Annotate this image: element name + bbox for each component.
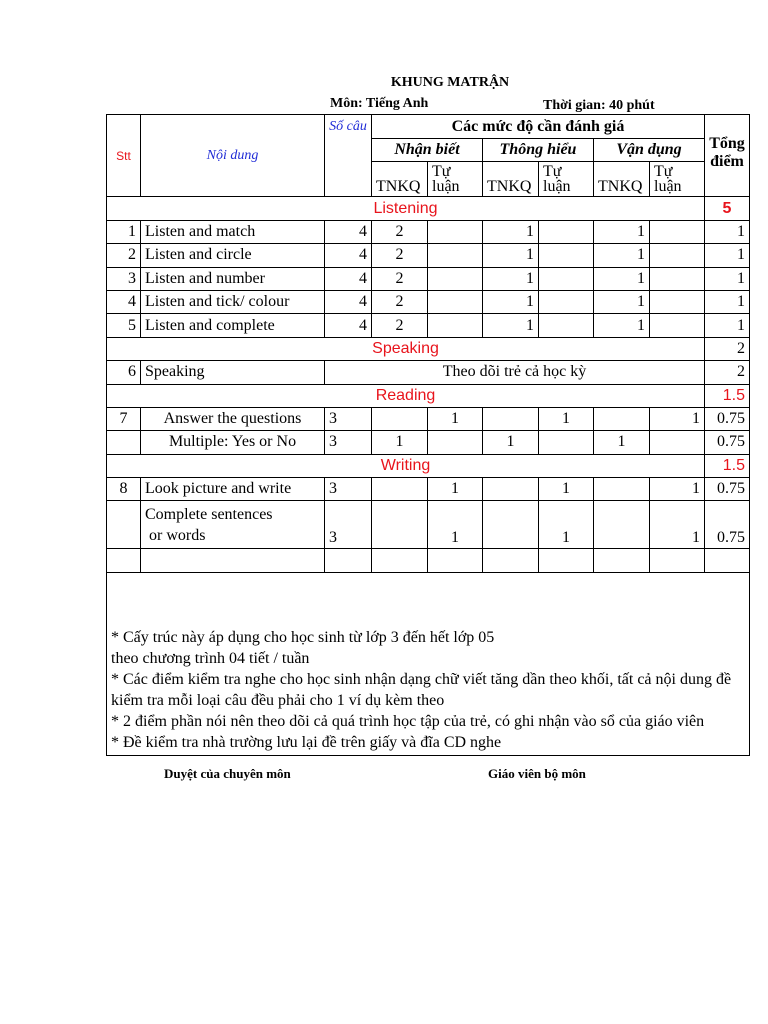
row-vd-tl: 1	[650, 501, 705, 549]
note-line: * Đề kiểm tra nhà trường lưu lại đề trên giấy và đĩa CD nghe	[111, 733, 502, 751]
signature-left: Duyệt của chuyên môn	[164, 766, 291, 781]
row-th-tnkq: 1	[483, 431, 539, 454]
document-title: KHUNG MATRẬN	[390, 75, 510, 90]
row-num: 3	[325, 431, 372, 454]
row-stt: 8	[107, 478, 141, 501]
subject-label: Môn: Tiếng Anh	[330, 96, 429, 111]
row-content: Listen and number	[141, 267, 325, 290]
row-th-tnkq: 1	[483, 314, 539, 337]
row-total: 1	[705, 220, 750, 243]
row-th-tl	[539, 267, 594, 290]
row-th-tnkq	[483, 478, 539, 501]
row-vd-tnkq: 1	[594, 267, 650, 290]
row-nb-tl	[428, 220, 483, 243]
row-content: Look picture and write	[141, 478, 325, 501]
row-th-tl: 1	[539, 478, 594, 501]
row-nb-tl	[428, 431, 483, 454]
note-line: theo chương trình 04 tiết / tuần	[111, 649, 310, 667]
row-content: Multiple: Yes or No	[141, 431, 325, 454]
notes-block	[107, 572, 750, 755]
row-nb-tl	[428, 267, 483, 290]
section-writing-total: 1.5	[705, 454, 750, 477]
row-th-tnkq: 1	[483, 220, 539, 243]
table-row	[107, 361, 750, 384]
row-nb-tnkq: 2	[372, 314, 428, 337]
row-stt: 3	[107, 267, 141, 290]
table-row	[107, 431, 750, 454]
row-content: Speaking	[141, 361, 325, 384]
row-content: Listen and complete	[141, 314, 325, 337]
row-num: 3	[325, 407, 372, 430]
row-vd-tnkq	[594, 501, 650, 549]
row-vd-tnkq: 1	[594, 290, 650, 313]
row-nb-tnkq: 2	[372, 244, 428, 267]
row-num: 4	[325, 244, 372, 267]
row-vd-tl	[650, 244, 705, 267]
row-th-tnkq: 1	[483, 244, 539, 267]
col-tuluan-2: Tự luận	[539, 162, 594, 197]
table-row	[107, 267, 750, 290]
note-line: * 2 điểm phần nói nên theo dõi cả quá trình học tập của trẻ, có ghi nhận vào sổ của giáo viên	[111, 712, 705, 730]
row-total: 1	[705, 244, 750, 267]
table-row	[107, 220, 750, 243]
row-content	[141, 501, 325, 549]
section-writing: Writing	[107, 454, 705, 477]
row-nb-tl: 1	[428, 501, 483, 549]
row-nb-tnkq: 2	[372, 267, 428, 290]
row-th-tl	[539, 290, 594, 313]
section-listening-total: 5	[705, 197, 750, 220]
row-nb-tnkq	[372, 478, 428, 501]
row-th-tl	[539, 431, 594, 454]
note-line: * Các điểm kiểm tra nghe cho học sinh nhận dạng chữ viết tăng dần theo khối, tất cả nội dung đề kiểm tra mỗi loại câu đều phải cho 1 ví dụ kèm theo	[111, 670, 732, 709]
row-content-line1: Complete sentences	[145, 505, 273, 523]
speaking-note: Theo dõi trẻ cả học kỳ	[325, 361, 705, 384]
row-th-tnkq: 1	[483, 290, 539, 313]
row-th-tl	[539, 220, 594, 243]
row-num: 4	[325, 314, 372, 337]
row-vd-tl: 1	[650, 407, 705, 430]
level-thong-hieu: Thông hiểu	[483, 139, 594, 162]
row-total: 0.75	[705, 501, 750, 549]
row-content: Listen and tick/ colour	[141, 290, 325, 313]
row-content: Answer the questions	[141, 407, 325, 430]
col-tnkq-2: TNKQ	[483, 162, 539, 197]
row-th-tnkq	[483, 407, 539, 430]
row-num: 4	[325, 290, 372, 313]
row-nb-tnkq: 2	[372, 290, 428, 313]
row-nb-tl	[428, 290, 483, 313]
matrix-table	[106, 114, 750, 756]
row-stt: 2	[107, 244, 141, 267]
row-nb-tnkq: 2	[372, 220, 428, 243]
row-content: Listen and circle	[141, 244, 325, 267]
table-row	[107, 314, 750, 337]
row-stt	[107, 501, 141, 549]
col-tuluan-1: Tự luận	[428, 162, 483, 197]
row-total: 2	[705, 361, 750, 384]
row-stt: 1	[107, 220, 141, 243]
row-nb-tnkq: 1	[372, 431, 428, 454]
col-tuluan-3: Tự luận	[650, 162, 705, 197]
row-nb-tl: 1	[428, 407, 483, 430]
row-vd-tl	[650, 267, 705, 290]
row-nb-tnkq	[372, 501, 428, 549]
row-total: 0.75	[705, 478, 750, 501]
table-row	[107, 478, 750, 501]
header-levels: Các mức độ cần đánh giá	[372, 115, 705, 139]
row-stt: 4	[107, 290, 141, 313]
row-content: Listen and match	[141, 220, 325, 243]
row-vd-tnkq	[594, 478, 650, 501]
row-total: 1	[705, 267, 750, 290]
row-th-tnkq	[483, 501, 539, 549]
table-row	[107, 501, 750, 549]
row-nb-tl	[428, 244, 483, 267]
row-stt: 6	[107, 361, 141, 384]
note-line: * Cấy trúc này áp dụng cho học sinh từ lớp 3 đến hết lớp 05	[111, 628, 495, 646]
row-vd-tnkq: 1	[594, 244, 650, 267]
row-total: 0.75	[705, 431, 750, 454]
row-nb-tl	[428, 314, 483, 337]
row-vd-tnkq: 1	[594, 314, 650, 337]
row-total: 0.75	[705, 407, 750, 430]
row-th-tl: 1	[539, 501, 594, 549]
row-stt: 5	[107, 314, 141, 337]
header-num-questions: Số câu	[325, 115, 372, 197]
header-stt: Stt	[107, 115, 141, 197]
row-vd-tnkq: 1	[594, 220, 650, 243]
row-th-tnkq: 1	[483, 267, 539, 290]
row-total: 1	[705, 290, 750, 313]
row-num: 4	[325, 267, 372, 290]
row-num: 3	[325, 478, 372, 501]
row-th-tl	[539, 314, 594, 337]
row-vd-tl	[650, 290, 705, 313]
row-vd-tnkq	[594, 407, 650, 430]
row-vd-tl	[650, 220, 705, 243]
row-stt: 7	[107, 407, 141, 430]
row-nb-tl: 1	[428, 478, 483, 501]
level-nhan-biet: Nhận biết	[372, 139, 483, 162]
row-vd-tl	[650, 431, 705, 454]
col-tnkq-3: TNKQ	[594, 162, 650, 197]
col-tnkq-1: TNKQ	[372, 162, 428, 197]
row-vd-tl	[650, 314, 705, 337]
table-row	[107, 407, 750, 430]
row-vd-tnkq: 1	[594, 431, 650, 454]
row-th-tl	[539, 244, 594, 267]
signature-right: Giáo viên bộ môn	[488, 766, 586, 781]
time-label: Thời gian: 40 phút	[543, 98, 655, 113]
header-content: Nội dung	[141, 115, 325, 197]
table-row	[107, 244, 750, 267]
row-num: 3	[325, 501, 372, 549]
header-total: Tổng điểm	[705, 115, 750, 197]
row-total: 1	[705, 314, 750, 337]
row-content-line2: or words	[145, 526, 206, 544]
row-th-tl: 1	[539, 407, 594, 430]
row-vd-tl: 1	[650, 478, 705, 501]
level-van-dung: Vận dụng	[594, 139, 705, 162]
row-nb-tnkq	[372, 407, 428, 430]
section-speaking: Speaking	[107, 337, 705, 360]
section-reading: Reading	[107, 384, 705, 407]
table-row	[107, 290, 750, 313]
section-speaking-total: 2	[705, 337, 750, 360]
row-stt	[107, 431, 141, 454]
row-num: 4	[325, 220, 372, 243]
table-row-empty	[107, 549, 750, 572]
section-listening: Listening	[107, 197, 705, 220]
section-reading-total: 1.5	[705, 384, 750, 407]
